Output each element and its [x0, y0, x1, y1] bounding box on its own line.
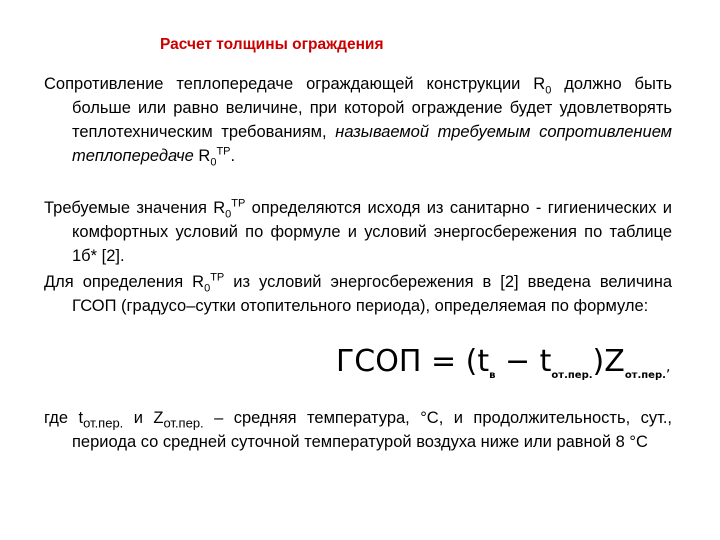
formula-lhs: ГСОП — [336, 344, 422, 379]
p4-sub2: от.пер. — [163, 415, 204, 431]
p4-sub1: от.пер. — [83, 415, 124, 431]
formula-minus: − t — [495, 344, 552, 379]
p2-sub1: 0 — [225, 208, 232, 221]
paragraph-required-values — [44, 196, 672, 268]
p1-text1: Сопротивление теплопередаче ограждающей конструкции R — [44, 75, 546, 93]
slide-title: Расчет толщины ограждения — [160, 36, 384, 53]
p3-text1: Для определения R — [44, 273, 205, 291]
p3-sup1: ТР — [210, 271, 225, 284]
formula-sub-op2: от.пер. — [624, 370, 666, 381]
gsop-formula — [336, 342, 670, 387]
p4-text2: и Z — [123, 409, 164, 427]
p1-sup2: ТР — [216, 145, 231, 158]
p1-text2: должно быть больше или равно величине, при которой ограждение будет удовлетворять теплотехническим требованиям, — [72, 75, 672, 141]
formula-eq: = (t — [421, 344, 490, 379]
p2-text1: Требуемые значения R — [44, 199, 226, 217]
formula-sub-b: в — [489, 370, 496, 381]
p1-sub1: 0 — [545, 84, 552, 97]
p1-text3: R — [193, 147, 211, 165]
formula-rp: )Z — [592, 344, 625, 379]
p1-sub2: 0 — [210, 156, 217, 169]
p4-text1: где t — [44, 409, 84, 427]
p1-text4: . — [230, 147, 236, 165]
formula-end: , — [665, 359, 671, 375]
paragraph-where — [44, 406, 672, 454]
paragraph-gsop — [44, 270, 672, 318]
p4-text3: – средняя температура, °С, и продолжительность, сут., периода со средней суточной температурой воздуха ниже или равной 8 °С — [72, 409, 672, 451]
p3-text2: из условий энергосбережения в [2] введена величина ГСОП (градусо–сутки отопительного периода), определяемая по формуле: — [72, 273, 673, 315]
paragraph-resistance — [44, 72, 672, 168]
p2-text2: определяются исходя из санитарно - гигиенических и комфортных условий по формуле и условий энергосбережения по таблице 1б* [2]. — [72, 199, 672, 265]
p1-italic: называемой требуемым сопротивлением теплопередаче — [72, 123, 672, 165]
p3-sub1: 0 — [204, 282, 211, 295]
formula-sub-op1: от.пер. — [551, 370, 593, 381]
p2-sup1: ТР — [231, 197, 246, 210]
